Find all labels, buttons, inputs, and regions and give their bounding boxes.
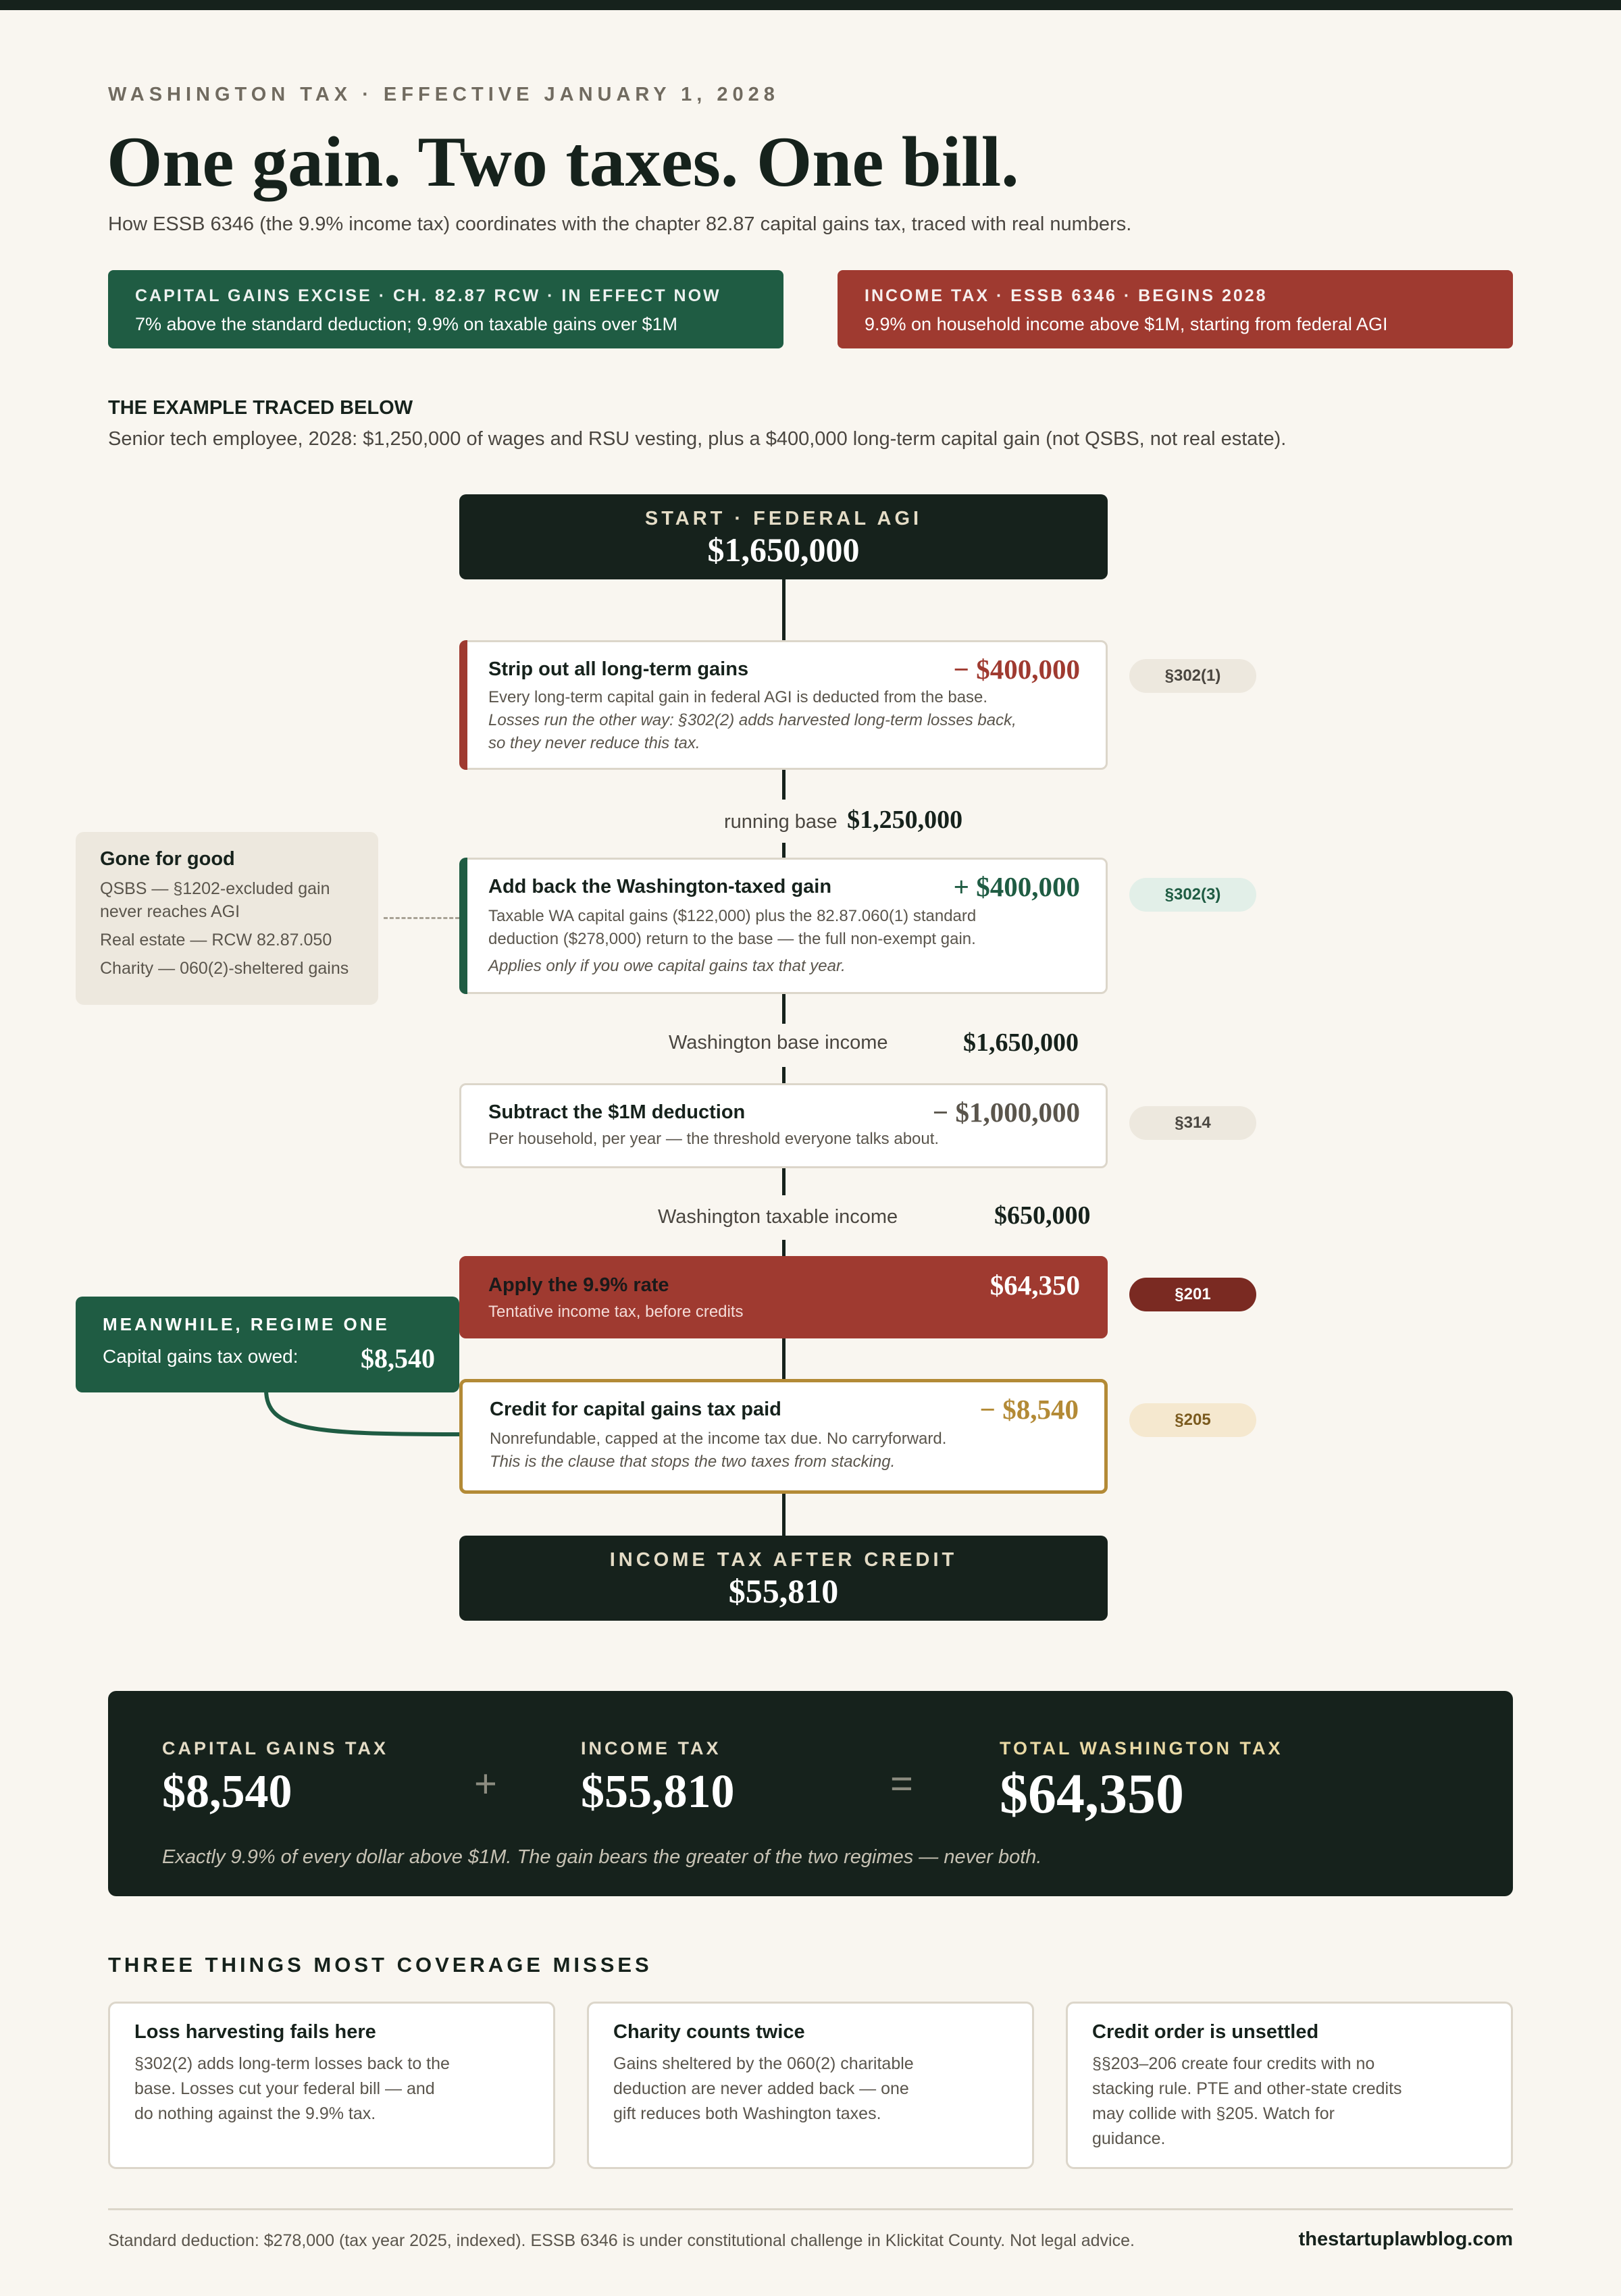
example-desc: Senior tech employee, 2028: $1,250,000 of wages and RSU vesting, plus a $400,000 long-term capital gain (not QSBS, not real estate). <box>108 428 1287 450</box>
cg-label: CAPITAL GAINS TAX <box>162 1738 389 1758</box>
footer-note: Standard deduction: $278,000 (tax year 2025, indexed). ESSB 6346 is under constitutional challenge in Klickitat County. Not legal advice. <box>108 2231 1135 2250</box>
regime-desc: 9.9% on household income above $1M, starting from federal AGI <box>865 314 1388 334</box>
gone-item-line: never reaches AGI <box>100 902 240 921</box>
step-title: Subtract the $1M deduction <box>488 1101 746 1123</box>
miss-desc: Gains sheltered by the 060(2) charitable deduction are never added back — one gift reduces both Washington taxes. <box>613 2054 914 2123</box>
top-bar <box>0 0 1621 10</box>
step-note: so they never reduce this tax. <box>488 734 700 752</box>
step-note: Losses run the other way: §302(2) adds harvested long-term losses back, <box>488 711 1017 729</box>
gone-item-line: QSBS — §1202-excluded gain <box>100 879 330 898</box>
meanwhile-text: Capital gains tax owed: <box>103 1346 299 1367</box>
step-apply-rate <box>459 1256 1108 1338</box>
summary-panel <box>108 1691 1513 1896</box>
credit-curve-connector <box>257 1390 466 1444</box>
total-value: $64,350 <box>1000 1763 1184 1825</box>
wa-base-value: $1,650,000 <box>963 1028 1079 1057</box>
cg-value: $8,540 <box>162 1766 292 1818</box>
miss-card <box>1066 2002 1513 2169</box>
it-value: $55,810 <box>581 1766 735 1818</box>
summary-note: Exactly 9.9% of every dollar above $1M. The gain bears the greater of the two regimes — never both. <box>162 1846 1042 1868</box>
step-title: Apply the 9.9% rate <box>488 1274 669 1296</box>
connector <box>782 843 786 858</box>
connector <box>782 770 786 800</box>
start-federal-agi <box>459 494 1108 579</box>
wa-taxable-label: Washington taxable income <box>658 1206 898 1228</box>
step-desc: Nonrefundable, capped at the income tax due. No carryforward. <box>490 1430 947 1448</box>
regime-capital-gains <box>108 270 783 348</box>
miss-card <box>587 2002 1034 2169</box>
running-base-row <box>724 805 962 835</box>
regime-income-tax <box>838 270 1513 348</box>
step-note: Applies only if you owe capital gains tax that year. <box>488 957 846 975</box>
connector <box>782 1338 786 1379</box>
miss-title: Charity counts twice <box>613 2021 805 2043</box>
step-title: Credit for capital gains tax paid <box>490 1399 781 1420</box>
regime-desc: 7% above the standard deduction; 9.9% on taxable gains over $1M <box>135 314 678 334</box>
brand-link[interactable]: thestartuplawblog.com <box>1298 2228 1513 2250</box>
connector <box>782 1067 786 1083</box>
gone-item: Charity — 060(2)-sheltered gains <box>100 959 349 978</box>
miss-title: Credit order is unsettled <box>1092 2021 1319 2043</box>
miss-card <box>108 2002 555 2169</box>
end-label: INCOME TAX AFTER CREDIT <box>609 1549 958 1571</box>
step-credit <box>459 1379 1108 1494</box>
step-note: This is the clause that stops the two taxes from stacking. <box>490 1453 896 1471</box>
misses-heading: THREE THINGS MOST COVERAGE MISSES <box>108 1953 652 1977</box>
meanwhile-panel <box>76 1297 459 1392</box>
it-label: INCOME TAX <box>581 1738 721 1758</box>
gone-item: Real estate — RCW 82.87.050 <box>100 931 332 949</box>
wa-base-label: Washington base income <box>669 1032 888 1053</box>
equals-sign: = <box>890 1762 913 1806</box>
page-subtitle: How ESSB 6346 (the 9.9% income tax) coordinates with the chapter 82.87 capital gains tax, traced with real numbers. <box>108 213 1132 235</box>
step-amount: − $8,540 <box>979 1394 1079 1425</box>
step-desc: Every long-term capital gain in federal AGI is deducted from the base. <box>488 688 988 706</box>
step-amount: + $400,000 <box>953 871 1080 902</box>
step-amount: $64,350 <box>989 1270 1080 1301</box>
step-desc: Tentative income tax, before credits <box>488 1303 744 1321</box>
running-value: $1,250,000 <box>847 806 963 834</box>
meanwhile-value: $8,540 <box>361 1343 435 1374</box>
step-amount: − $1,000,000 <box>932 1097 1080 1128</box>
income-tax-after-credit <box>459 1536 1108 1621</box>
wa-taxable-value: $650,000 <box>994 1201 1091 1230</box>
eyebrow: WASHINGTON TAX · EFFECTIVE JANUARY 1, 2028 <box>108 84 779 105</box>
step-desc: Per household, per year — the threshold everyone talks about. <box>488 1130 940 1148</box>
start-value: $1,650,000 <box>707 531 860 569</box>
gone-heading: Gone for good <box>100 848 235 870</box>
gone-item <box>100 877 354 923</box>
step-desc: deduction ($278,000) return to the base — the full non-exempt gain. <box>488 930 976 948</box>
section-tag: §201 <box>1129 1278 1256 1311</box>
regime-label: INCOME TAX · ESSB 6346 · BEGINS 2028 <box>865 286 1268 305</box>
miss-desc: §302(2) adds long-term losses back to the base. Losses cut your federal bill — and do nothing against the 9.9% tax. <box>134 2054 450 2123</box>
section-tag: §302(1) <box>1129 659 1256 693</box>
connector <box>782 1240 786 1256</box>
connector <box>782 579 786 640</box>
connector <box>782 1494 786 1536</box>
meanwhile-label: MEANWHILE, REGIME ONE <box>103 1314 390 1334</box>
section-tag: §205 <box>1129 1403 1256 1437</box>
miss-desc: §§203–206 create four credits with no stacking rule. PTE and other-state credits may collide with §205. Watch for guidance. <box>1092 2054 1402 2148</box>
step-amount: − $400,000 <box>953 654 1080 685</box>
total-label: TOTAL WASHINGTON TAX <box>1000 1738 1283 1758</box>
example-heading: THE EXAMPLE TRACED BELOW <box>108 397 413 419</box>
start-label: START · FEDERAL AGI <box>644 508 923 529</box>
accent-bar <box>459 858 467 994</box>
section-tag: §314 <box>1129 1106 1256 1140</box>
accent-bar <box>459 640 467 770</box>
gone-for-good-panel <box>76 832 378 1005</box>
end-value: $55,810 <box>728 1572 839 1610</box>
step-add-back-gain <box>459 858 1108 994</box>
connector <box>782 1168 786 1195</box>
step-title: Strip out all long-term gains <box>488 658 749 680</box>
footer-rule <box>108 2208 1513 2210</box>
step-title: Add back the Washington-taxed gain <box>488 876 832 897</box>
miss-title: Loss harvesting fails here <box>134 2021 376 2043</box>
regime-label: CAPITAL GAINS EXCISE · CH. 82.87 RCW · IN EFFECT NOW <box>135 286 721 305</box>
connector <box>782 994 786 1024</box>
page-title: One gain. Two taxes. One bill. <box>107 122 1019 201</box>
dashed-connector <box>384 917 459 919</box>
step-desc: Taxable WA capital gains ($122,000) plus the 82.87.060(1) standard <box>488 907 977 925</box>
step-subtract-deduction <box>459 1083 1108 1168</box>
running-label: running base <box>724 811 838 833</box>
step-strip-gains <box>459 640 1108 770</box>
section-tag: §302(3) <box>1129 878 1256 912</box>
plus-sign: + <box>474 1762 497 1806</box>
